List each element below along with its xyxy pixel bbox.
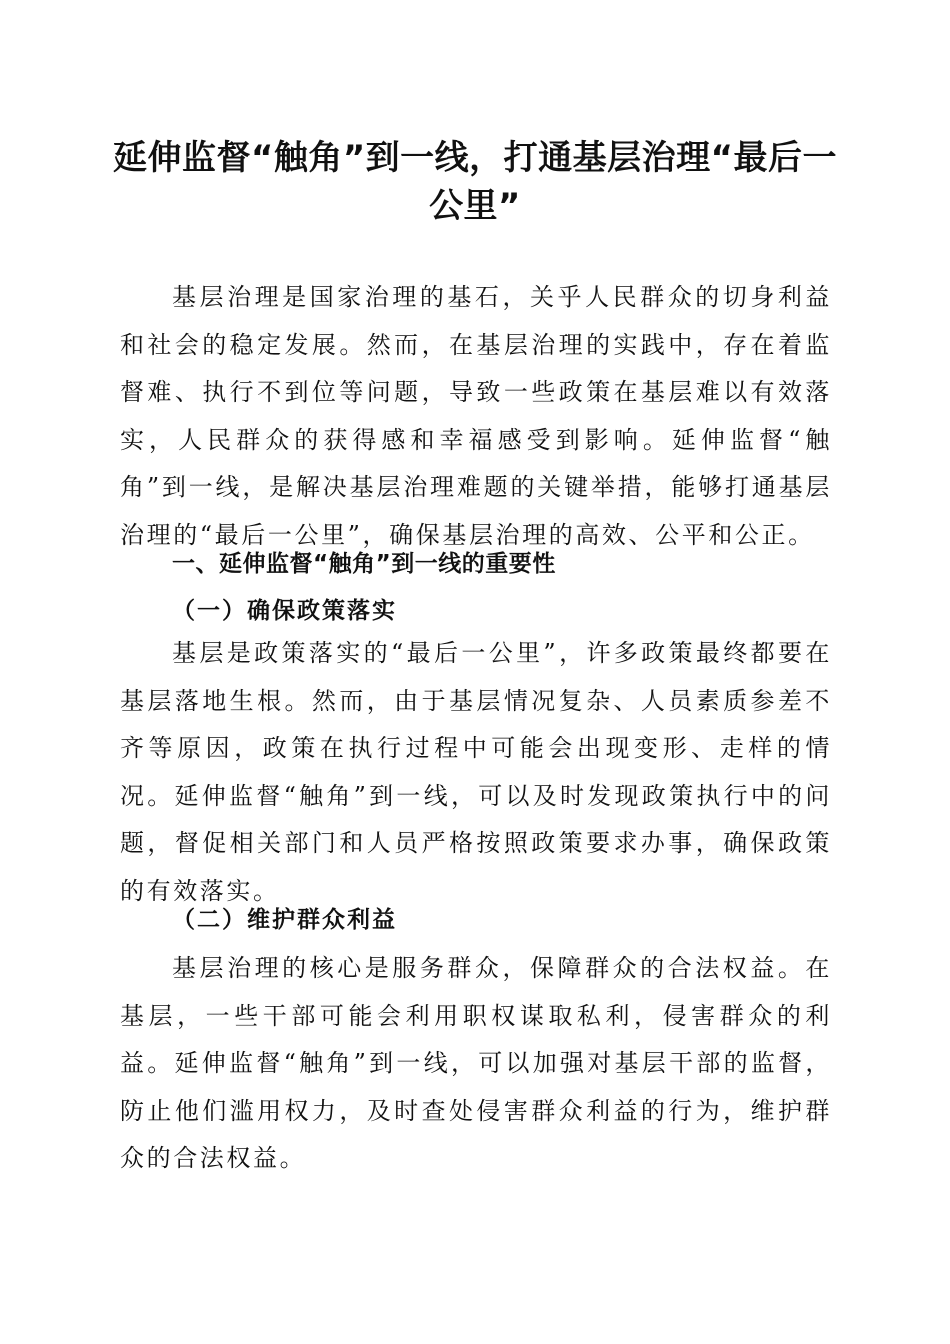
subsection-heading-2: （二）维护群众利益: [172, 906, 397, 933]
subsection-2-paragraph: 基层治理的核心是服务群众，保障群众的合法权益。在基层，一些干部可能会利用职权谋取私利，侵害群众的利益。延伸监督“触角”到一线，可以加强对基层干部的监督，防止他们滥用权力，及时查处侵害群众利益的行为，维护群众的合法权益。: [120, 954, 832, 1172]
subsection-heading-1: （一）确保政策落实: [172, 597, 397, 624]
document-title: 延伸监督“触角”到一线，打通基层治理“最后一公里”: [112, 138, 838, 226]
intro-paragraph: 基层治理是国家治理的基石，关乎人民群众的切身利益和社会的稳定发展。然而，在基层治理的实践中，存在着监督难、执行不到位等问题，导致一些政策在基层难以有效落实，人民群众的获得感和幸福感受到影响。延伸监督“触角”到一线，是解决基层治理难题的关键举措，能够打通基层治理的“最后一公里”，确保基层治理的高效、公平和公正。: [120, 283, 832, 549]
subsection-1-paragraph: 基层是政策落实的“最后一公里”，许多政策最终都要在基层落地生根。然而，由于基层情况复杂、人员素质参差不齐等原因，政策在执行过程中可能会出现变形、走样的情况。延伸监督“触角”到一线，可以及时发现政策执行中的问题，督促相关部门和人员严格按照政策要求办事，确保政策的有效落实。: [120, 639, 832, 905]
section-heading-1: 一、延伸监督“触角”到一线的重要性: [172, 551, 556, 577]
